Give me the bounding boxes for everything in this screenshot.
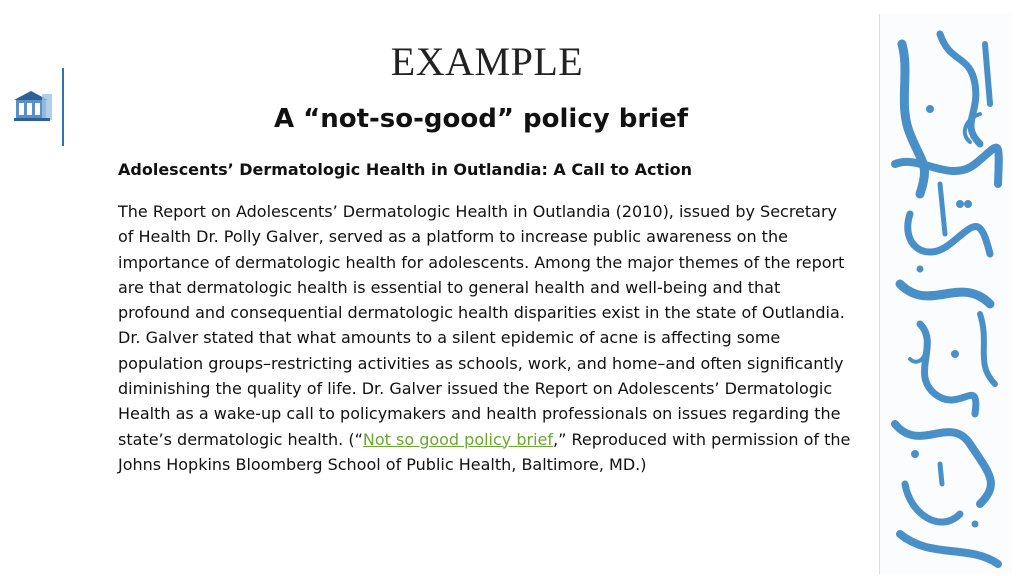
slide-subtitle: A “not-so-good” policy brief xyxy=(273,104,689,134)
arabic-calligraphy-decoration xyxy=(880,14,1012,574)
slide-title: EXAMPLE xyxy=(390,39,584,84)
body-paragraph xyxy=(118,199,853,477)
calligraphy-panel xyxy=(879,14,1012,574)
brief-title: Adolescents’ Dermatologic Health in Outlandia: A Call to Action xyxy=(118,160,693,179)
body-tail-text: ,” Reproduced with permission of the Johns Hopkins Bloomberg School of Public Health, Baltimore, MD.) xyxy=(118,429,851,474)
policy-brief-link[interactable]: Not so good policy brief xyxy=(362,429,554,449)
body-main-text: The Report on Adolescents’ Dermatologic Health in Outlandia (2010), issued by Secretary of Health Dr. Polly Galver, served as a platform to increase public awareness on the importance of dermatologic health for adolescents. Among the major themes of the report are that dermatologic health is essential to general health and well-being and that profound and consequential dermatologic health disparities exist in the state of Outlandia. Dr. Galver stated that what amounts to a silent epidemic of acne is affecting some population groups–restricting activities as schools, work, and home–and often significantly diminishing the quality of life. Dr. Galver issued the Report on Adolescents’ Dermatologic Health as a wake-up call to policymakers and health professionals on issues regarding the state’s dermatologic health. (“ xyxy=(118,202,845,449)
